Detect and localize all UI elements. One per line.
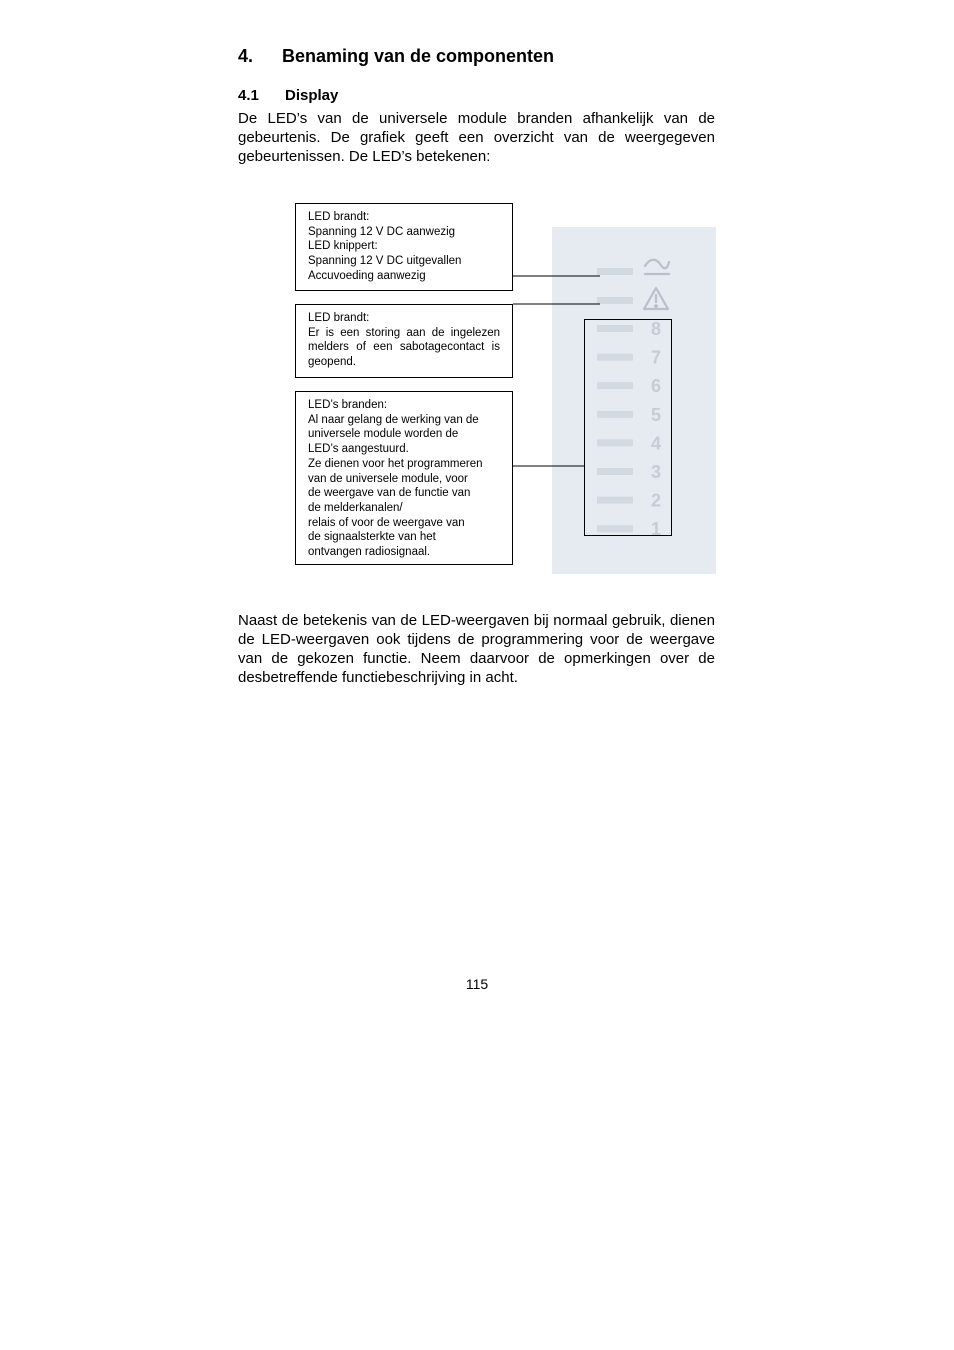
callout-line: de signaalsterkte van het xyxy=(308,531,436,544)
callout-channel-leds xyxy=(295,391,513,565)
led-label-7: 7 xyxy=(650,347,662,368)
led-label-8: 8 xyxy=(650,319,662,339)
callout-line: de weergave van de functie van xyxy=(308,487,471,500)
channel-led-frame xyxy=(584,319,672,536)
led-label-1: 1 xyxy=(650,519,662,540)
section-number: 4. xyxy=(238,46,254,66)
callout-line: ontvangen radiosignaal. xyxy=(308,546,431,559)
led-label-5: 5 xyxy=(650,404,662,425)
subsection-title: Display xyxy=(285,87,339,104)
outro-paragraph: Naast de betekenis van de LED-weergaven bij normaal gebruik, dienen de LED-weergaven ook tijdens de programmering voor de weergave van de gekozen functie. Neem daarvoor de opmerkingen over de desbetreffende functiebeschrijving in acht. xyxy=(238,612,715,686)
section-title: Benaming van de componenten xyxy=(282,46,555,66)
callout-line: LED knippert: xyxy=(308,240,378,253)
ac-power-icon xyxy=(645,260,669,274)
callout-line: Spanning 12 V DC aanwezig xyxy=(308,225,456,238)
led-label-6: 6 xyxy=(650,376,662,397)
page-number: 115 xyxy=(465,976,489,992)
callout-line: Ze dienen voor het programmeren xyxy=(308,457,483,470)
callout-line: de melderkanalen/ xyxy=(308,501,403,514)
callout-line: Spanning 12 V DC uitgevallen xyxy=(308,255,462,268)
callout-line: LED’s branden: xyxy=(308,399,388,411)
warning-triangle-icon xyxy=(644,288,668,309)
led-label-4: 4 xyxy=(650,433,662,454)
fault-led xyxy=(597,297,633,304)
callout-power-led xyxy=(295,203,513,291)
callout-fault-led xyxy=(295,304,513,378)
power-led xyxy=(597,268,633,275)
callout-line: van de universele module, voor xyxy=(308,472,468,485)
led-label-3: 3 xyxy=(650,462,662,482)
callout-line: Al naar gelang de werking van de xyxy=(308,413,479,426)
callout-line: Accuvoeding aanwezig xyxy=(308,269,426,282)
callout-line: relais of voor de weergave van xyxy=(308,516,465,529)
callout-line: LED brandt: xyxy=(308,211,370,223)
led-label-2: 2 xyxy=(650,490,662,511)
callout-body: Er is een storing aan de ingelezen melders of een sabotagecontact is geopend. xyxy=(308,326,500,369)
callout-heading: LED brandt: xyxy=(308,312,370,324)
intro-paragraph: De LED’s van de universele module branden afhankelijk van de gebeurtenis. De grafiek geeft een overzicht van de weergegeven gebeurtenissen. De LED’s betekenen: xyxy=(238,110,715,165)
subsection-number: 4.1 xyxy=(238,87,259,104)
callout-line: universele module worden de xyxy=(308,428,459,441)
callout-line: LED’s aangestuurd. xyxy=(308,443,409,456)
